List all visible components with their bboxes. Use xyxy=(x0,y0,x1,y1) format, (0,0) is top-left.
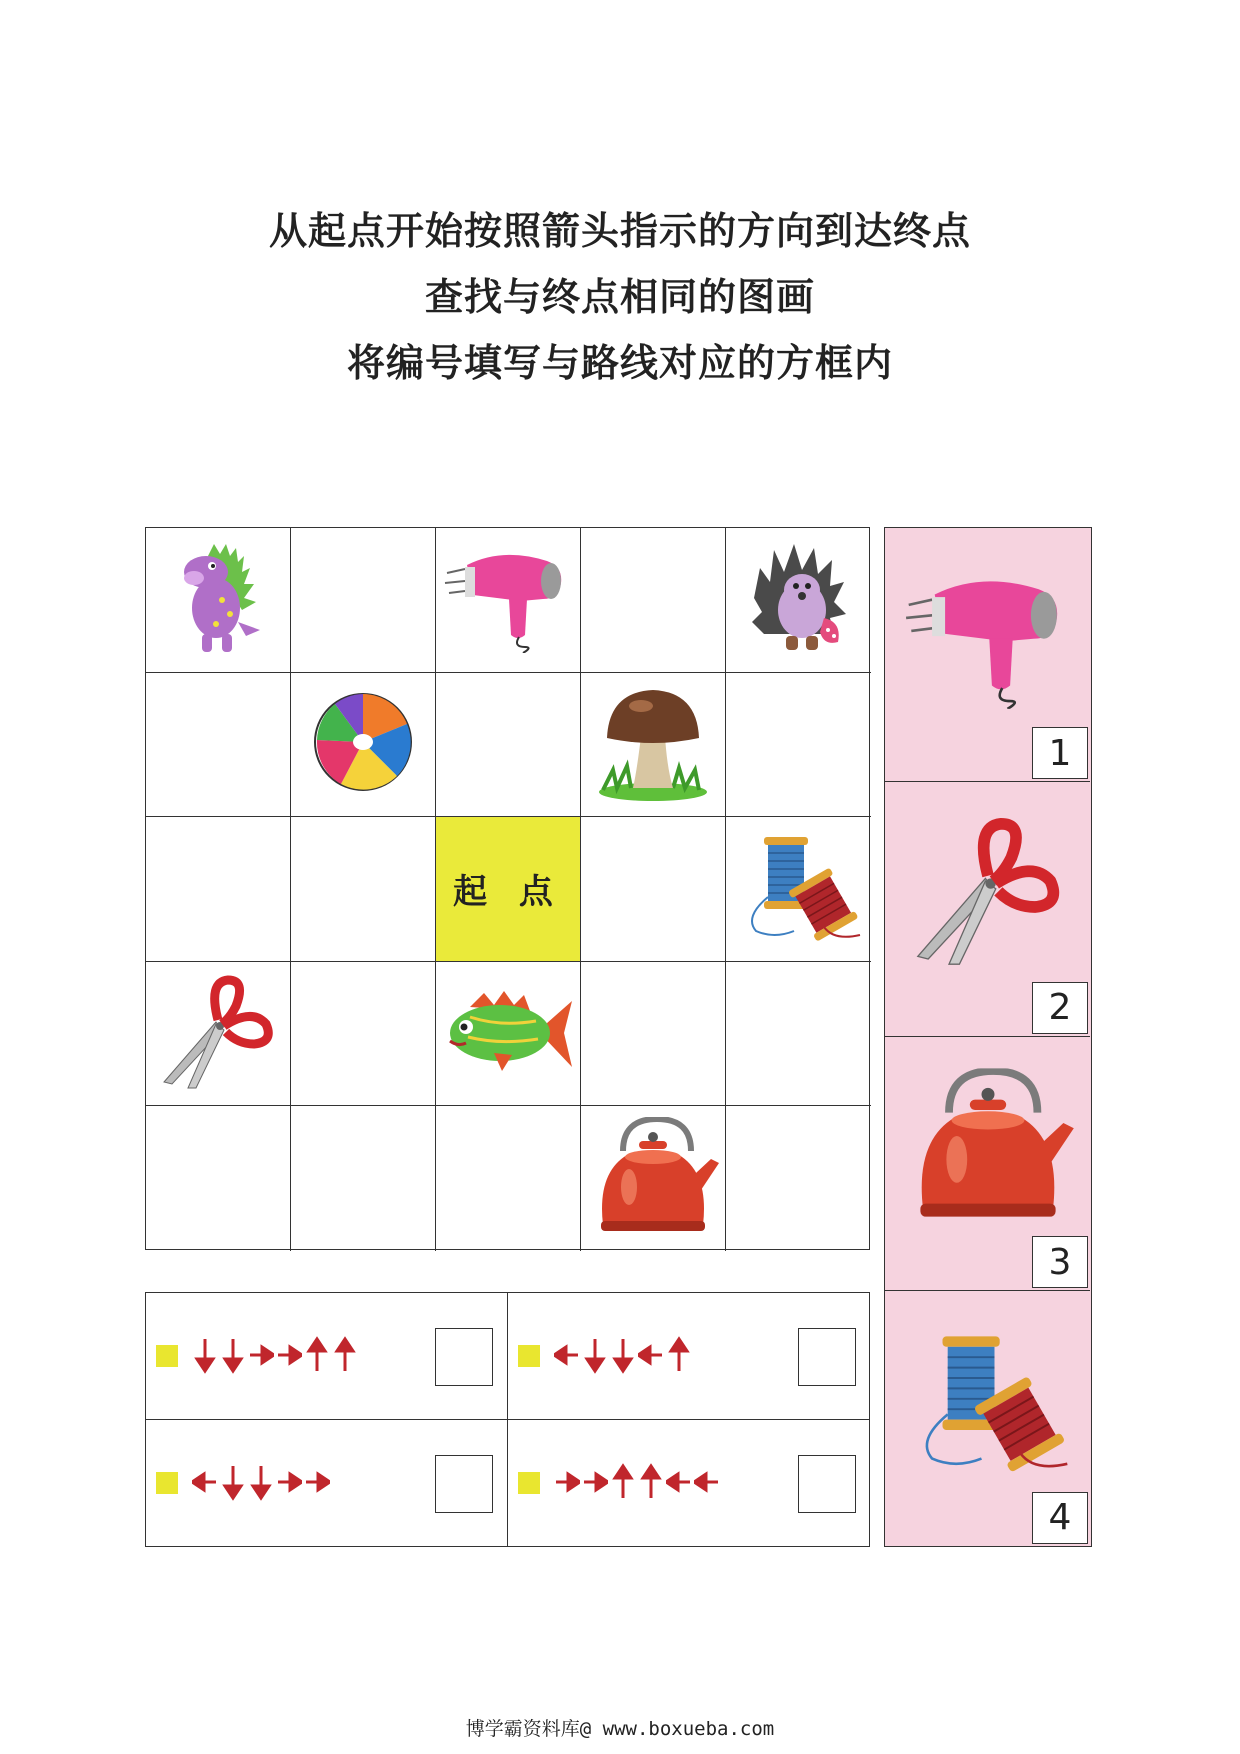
grid-cell xyxy=(436,1106,581,1251)
route-arrows xyxy=(192,1462,332,1502)
answer-option-2 xyxy=(885,783,1090,1037)
mushroom-icon xyxy=(593,682,713,806)
arrow-down-icon xyxy=(220,1335,246,1375)
instruction-line-1: 从起点开始按照箭头指示的方向到达终点 xyxy=(268,209,971,253)
grid-cell xyxy=(581,1106,726,1251)
arrow-left-icon xyxy=(666,1462,692,1502)
arrow-up-icon xyxy=(666,1335,692,1375)
answer-number: 4 xyxy=(1032,1492,1088,1544)
arrow-left-icon xyxy=(694,1462,720,1502)
answer-box[interactable] xyxy=(435,1455,493,1513)
route-row-3 xyxy=(146,1420,508,1547)
answer-box[interactable] xyxy=(798,1328,856,1386)
arrow-right-icon xyxy=(248,1335,274,1375)
start-label: 起 点 xyxy=(453,872,563,913)
maze-grid xyxy=(145,527,870,1250)
start-marker xyxy=(156,1345,178,1367)
grid-cell xyxy=(726,673,871,818)
answer-box[interactable] xyxy=(435,1328,493,1386)
grid-cell xyxy=(291,528,436,673)
route-arrows xyxy=(554,1335,694,1375)
grid-cell xyxy=(726,528,871,673)
grid-cell xyxy=(146,673,291,818)
fish-icon xyxy=(440,987,576,1081)
grid-cell xyxy=(146,1106,291,1251)
grid-cell xyxy=(581,673,726,818)
thread-spools-icon xyxy=(903,1323,1072,1484)
grid-cell xyxy=(726,962,871,1107)
grid-cell xyxy=(581,528,726,673)
grid-cell xyxy=(581,962,726,1107)
grid-cell xyxy=(436,962,581,1107)
start-marker xyxy=(156,1472,178,1494)
grid-cell xyxy=(581,817,726,962)
arrow-left-icon xyxy=(192,1462,218,1502)
answer-option-1 xyxy=(885,528,1090,782)
arrow-up-icon xyxy=(610,1462,636,1502)
arrow-down-icon xyxy=(220,1462,246,1502)
kettle-icon xyxy=(897,1068,1079,1229)
arrow-left-icon xyxy=(638,1335,664,1375)
arrow-down-icon xyxy=(610,1335,636,1375)
answer-option-4 xyxy=(885,1292,1090,1546)
grid-cell xyxy=(146,962,291,1107)
footer-watermark: 博学霸资料库@ www.boxueba.com xyxy=(465,1718,775,1740)
instruction-line-2: 查找与终点相同的图画 xyxy=(424,275,815,319)
instruction-line-3: 将编号填写与路线对应的方框内 xyxy=(346,341,893,385)
answer-box[interactable] xyxy=(798,1455,856,1513)
answer-number: 3 xyxy=(1032,1236,1088,1288)
hedgehog-icon xyxy=(744,538,854,662)
arrow-up-icon xyxy=(304,1335,330,1375)
arrow-up-icon xyxy=(638,1462,664,1502)
grid-cell xyxy=(726,1106,871,1251)
beach-ball-icon xyxy=(311,690,415,798)
arrow-down-icon xyxy=(248,1462,274,1502)
grid-cell xyxy=(436,673,581,818)
arrow-right-icon xyxy=(276,1462,302,1502)
start-cell xyxy=(436,817,581,962)
start-marker xyxy=(518,1472,540,1494)
answer-number: 1 xyxy=(1032,727,1088,779)
start-marker xyxy=(518,1345,540,1367)
route-row-4 xyxy=(508,1420,870,1547)
arrow-up-icon xyxy=(332,1335,358,1375)
route-row-1 xyxy=(146,1293,508,1420)
kettle-icon xyxy=(583,1117,723,1241)
grid-cell xyxy=(291,1106,436,1251)
route-table xyxy=(145,1292,870,1547)
arrow-right-icon xyxy=(304,1462,330,1502)
route-row-2 xyxy=(508,1293,870,1420)
scissors-icon xyxy=(156,972,280,1096)
answer-number: 2 xyxy=(1032,982,1088,1034)
grid-cell xyxy=(291,673,436,818)
grid-cell xyxy=(436,528,581,673)
route-arrows xyxy=(554,1462,722,1502)
arrow-down-icon xyxy=(192,1335,218,1375)
grid-cell xyxy=(291,817,436,962)
thread-spools-icon xyxy=(734,827,864,951)
arrow-down-icon xyxy=(582,1335,608,1375)
answer-option-3 xyxy=(885,1037,1090,1291)
dinosaur-icon xyxy=(168,538,268,662)
scissors-icon xyxy=(907,813,1068,974)
arrow-right-icon xyxy=(554,1462,580,1502)
arrow-left-icon xyxy=(554,1335,580,1375)
grid-cell xyxy=(291,962,436,1107)
hair-dryer-icon xyxy=(443,543,573,657)
grid-cell xyxy=(726,817,871,962)
arrow-right-icon xyxy=(582,1462,608,1502)
answer-panel xyxy=(884,527,1092,1547)
hair-dryer-icon xyxy=(903,565,1072,713)
grid-cell xyxy=(146,817,291,962)
grid-cell xyxy=(146,528,291,673)
arrow-right-icon xyxy=(276,1335,302,1375)
route-arrows xyxy=(192,1335,360,1375)
